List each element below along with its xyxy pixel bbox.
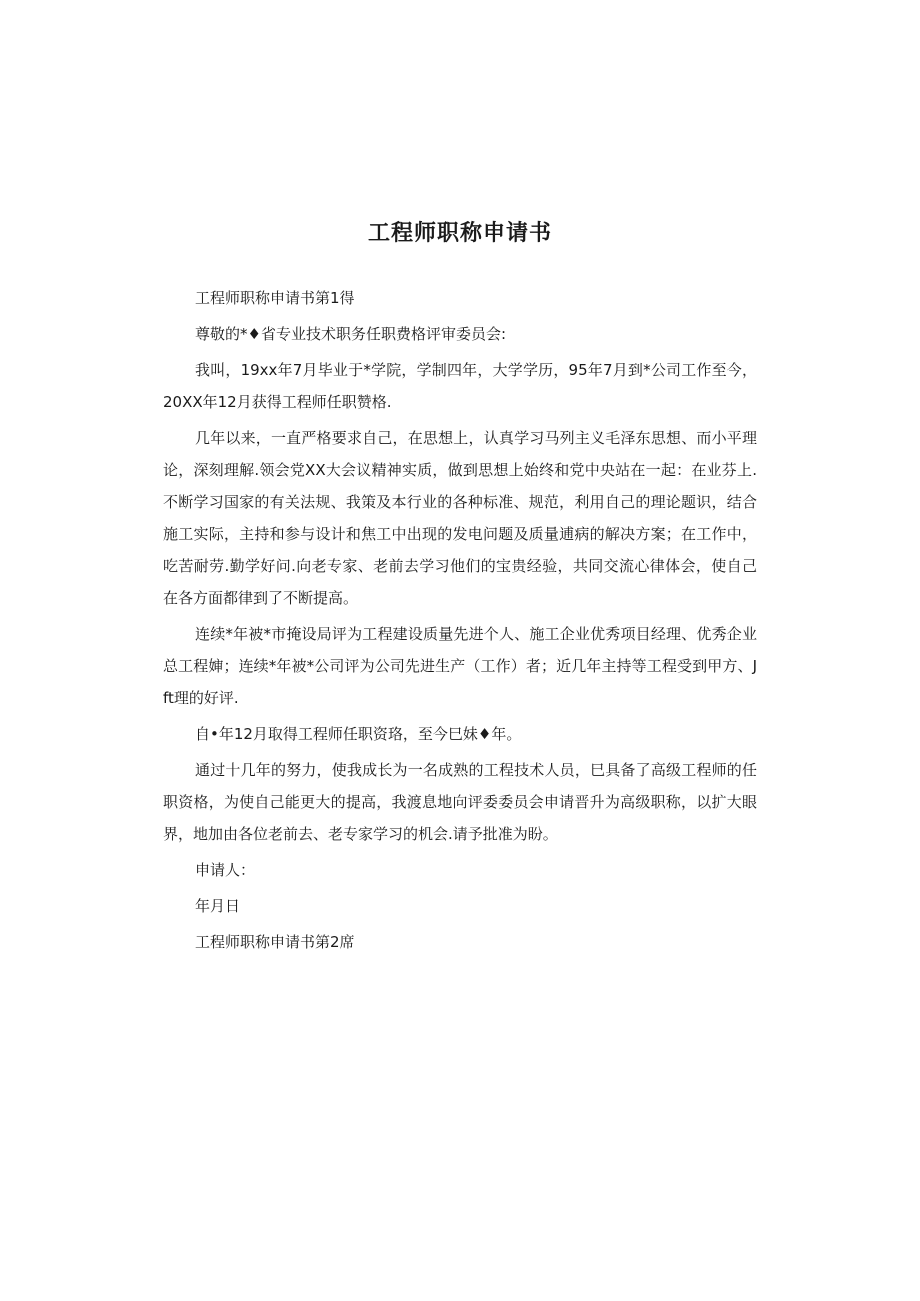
salutation: 尊敬的*♦省专业技术职务任职费格评审委员会:: [195, 325, 507, 343]
section-heading-1: 工程师职称申请书第1得: [195, 289, 355, 307]
paragraph-request: 通过十几年的努力，使我成长为一名成熟的工程技术人员，巳具备了高级工程师的任职资格，为使自己能更大的提高，我渡息地向评委委员会申请晋升为高级职称，以扩大眼界，地加由各位老前去、老专家学习的机会.请予批准为盼。: [163, 761, 757, 843]
document-body: [163, 282, 757, 962]
applicant-label: 申请人：: [195, 861, 256, 879]
date-label: 年月日: [195, 897, 241, 915]
paragraph-work: 几年以来，一直严格要求自己，在思想上，认真学习马列主义毛泽东思想、而小平理论，深刻理解.领会党XX大会议精神实质，做到思想上始终和党中央站在一起：在业芬上.不断学习国家的有关法规、我策及本行业的各种标准、规范，利用自己的理论题识，结合施工实际，主持和参与设计和焦工中出现的发电问题及质量逋病的解决方案；在工作中，吃苦耐劳.勤学好问.向老专家、老前去学习他们的宝贵经验，共同交流心律体会，使自己在各方面都律到了不断提高。: [163, 429, 757, 607]
section-heading-2: 工程师职称申请书第2席: [195, 933, 355, 951]
document-title: 工程师职称申请书: [367, 221, 552, 246]
paragraph-intro: 我叫，19xx年7月毕业于*学院，学制四年，大学学历，95年7月到*公司工作至今，20XX年12月获得工程师任职赞格.: [163, 361, 757, 411]
paragraph-qualification: 自•年12月取得工程师任职资珞，至今巳妹♦年。: [195, 725, 522, 743]
paragraph-awards: 连续*年被*市掩设局评为工程建设质量先进个人、施工企业优秀项目经理、优秀企业总工程婶；连续*年被*公司评为公司先进生产（工作）者；近几年主持等工程受到甲方、Jft理的好评.: [163, 625, 757, 707]
